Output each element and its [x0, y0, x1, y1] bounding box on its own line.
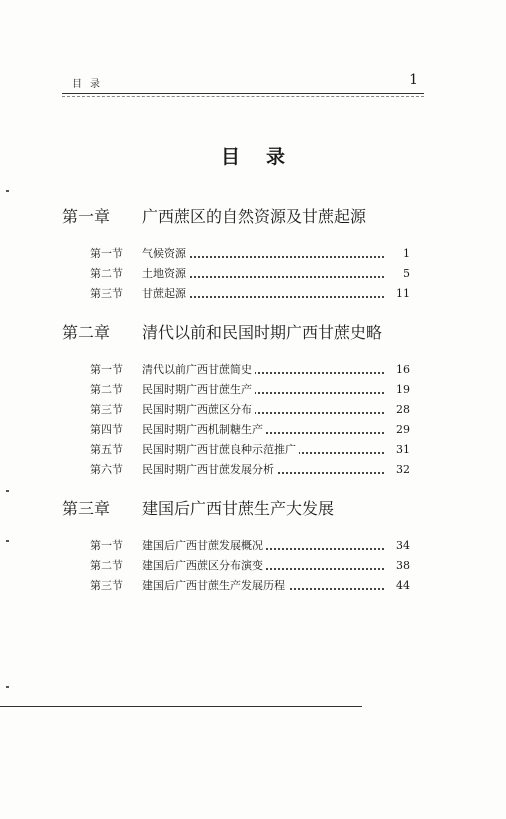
- section-title: 民国时期广西甘蔗良种示范推广: [142, 442, 299, 458]
- chapter-number: 第二章: [62, 323, 111, 342]
- toc-entry[interactable]: [90, 382, 410, 398]
- chapter-number: 第一章: [62, 207, 111, 226]
- header-page-number: 1: [409, 72, 418, 88]
- section-number: 第二节: [90, 267, 123, 280]
- section-number: 第一节: [90, 539, 123, 552]
- scan-speck: [6, 686, 9, 688]
- page-title: 目录: [220, 146, 311, 168]
- toc-entry[interactable]: [90, 558, 410, 574]
- page-number: 5: [403, 267, 410, 280]
- header-rule-secondary: [62, 96, 424, 97]
- page-number: 34: [396, 539, 410, 552]
- scan-speck: [6, 490, 9, 492]
- section-number: 第一节: [90, 363, 123, 376]
- page-number: 1: [403, 247, 410, 260]
- toc-entry[interactable]: [90, 578, 410, 594]
- toc-entry[interactable]: [90, 402, 410, 418]
- section-title: 建国后广西甘蔗生产发展历程: [142, 578, 288, 594]
- page-number: 19: [396, 383, 410, 396]
- toc-entry[interactable]: [90, 246, 410, 262]
- section-number: 第二节: [90, 383, 123, 396]
- section-number: 第一节: [90, 247, 123, 260]
- page-number: 32: [396, 463, 410, 476]
- chapter-number: 第三章: [62, 499, 111, 518]
- toc-entry[interactable]: [90, 286, 410, 302]
- toc-entry[interactable]: [90, 442, 410, 458]
- chapter-heading: [62, 320, 382, 343]
- bottom-rule: [0, 706, 362, 707]
- section-title: 土地资源: [142, 266, 189, 282]
- chapter-title: 建国后广西甘蔗生产大发展: [142, 499, 335, 518]
- toc-entry[interactable]: [90, 422, 410, 438]
- chapter-heading: [62, 496, 334, 519]
- toc-entry[interactable]: [90, 362, 410, 378]
- scan-speck: [6, 190, 9, 192]
- section-number: 第二节: [90, 559, 123, 572]
- chapter-heading: [62, 204, 366, 227]
- page-number: 29: [396, 423, 410, 436]
- page-number: 16: [396, 363, 410, 376]
- section-number: 第三节: [90, 403, 123, 416]
- section-title: 民国时期广西甘蔗生产: [142, 382, 255, 398]
- chapter-title: 清代以前和民国时期广西甘蔗史略: [142, 323, 383, 342]
- section-number: 第三节: [90, 287, 123, 300]
- page-number: 11: [396, 287, 410, 300]
- running-header: [62, 72, 424, 94]
- page-number: 28: [396, 403, 410, 416]
- scan-speck: [6, 540, 9, 542]
- section-title: 民国时期广西机制糖生产: [142, 422, 266, 438]
- section-number: 第五节: [90, 443, 123, 456]
- toc-entry[interactable]: [90, 538, 410, 554]
- page-number: 38: [396, 559, 410, 572]
- section-number: 第六节: [90, 463, 123, 476]
- page-number: 44: [396, 579, 410, 592]
- section-title: 建国后广西蔗区分布演变: [142, 558, 266, 574]
- section-title: 民国时期广西蔗区分布: [142, 402, 255, 418]
- toc-entry[interactable]: [90, 266, 410, 282]
- header-rule: [62, 93, 424, 94]
- page-number: 31: [396, 443, 410, 456]
- toc-entry[interactable]: [90, 462, 410, 478]
- header-label: 目录: [72, 79, 108, 90]
- chapter-title: 广西蔗区的自然资源及甘蔗起源: [142, 207, 367, 226]
- section-title: 建国后广西甘蔗发展概况: [142, 538, 266, 554]
- section-title: 甘蔗起源: [142, 286, 189, 302]
- section-title: 清代以前广西甘蔗简史: [142, 362, 255, 378]
- section-title: 民国时期广西甘蔗发展分析: [142, 462, 277, 478]
- section-number: 第四节: [90, 423, 123, 436]
- section-number: 第三节: [90, 579, 123, 592]
- section-title: 气候资源: [142, 246, 189, 262]
